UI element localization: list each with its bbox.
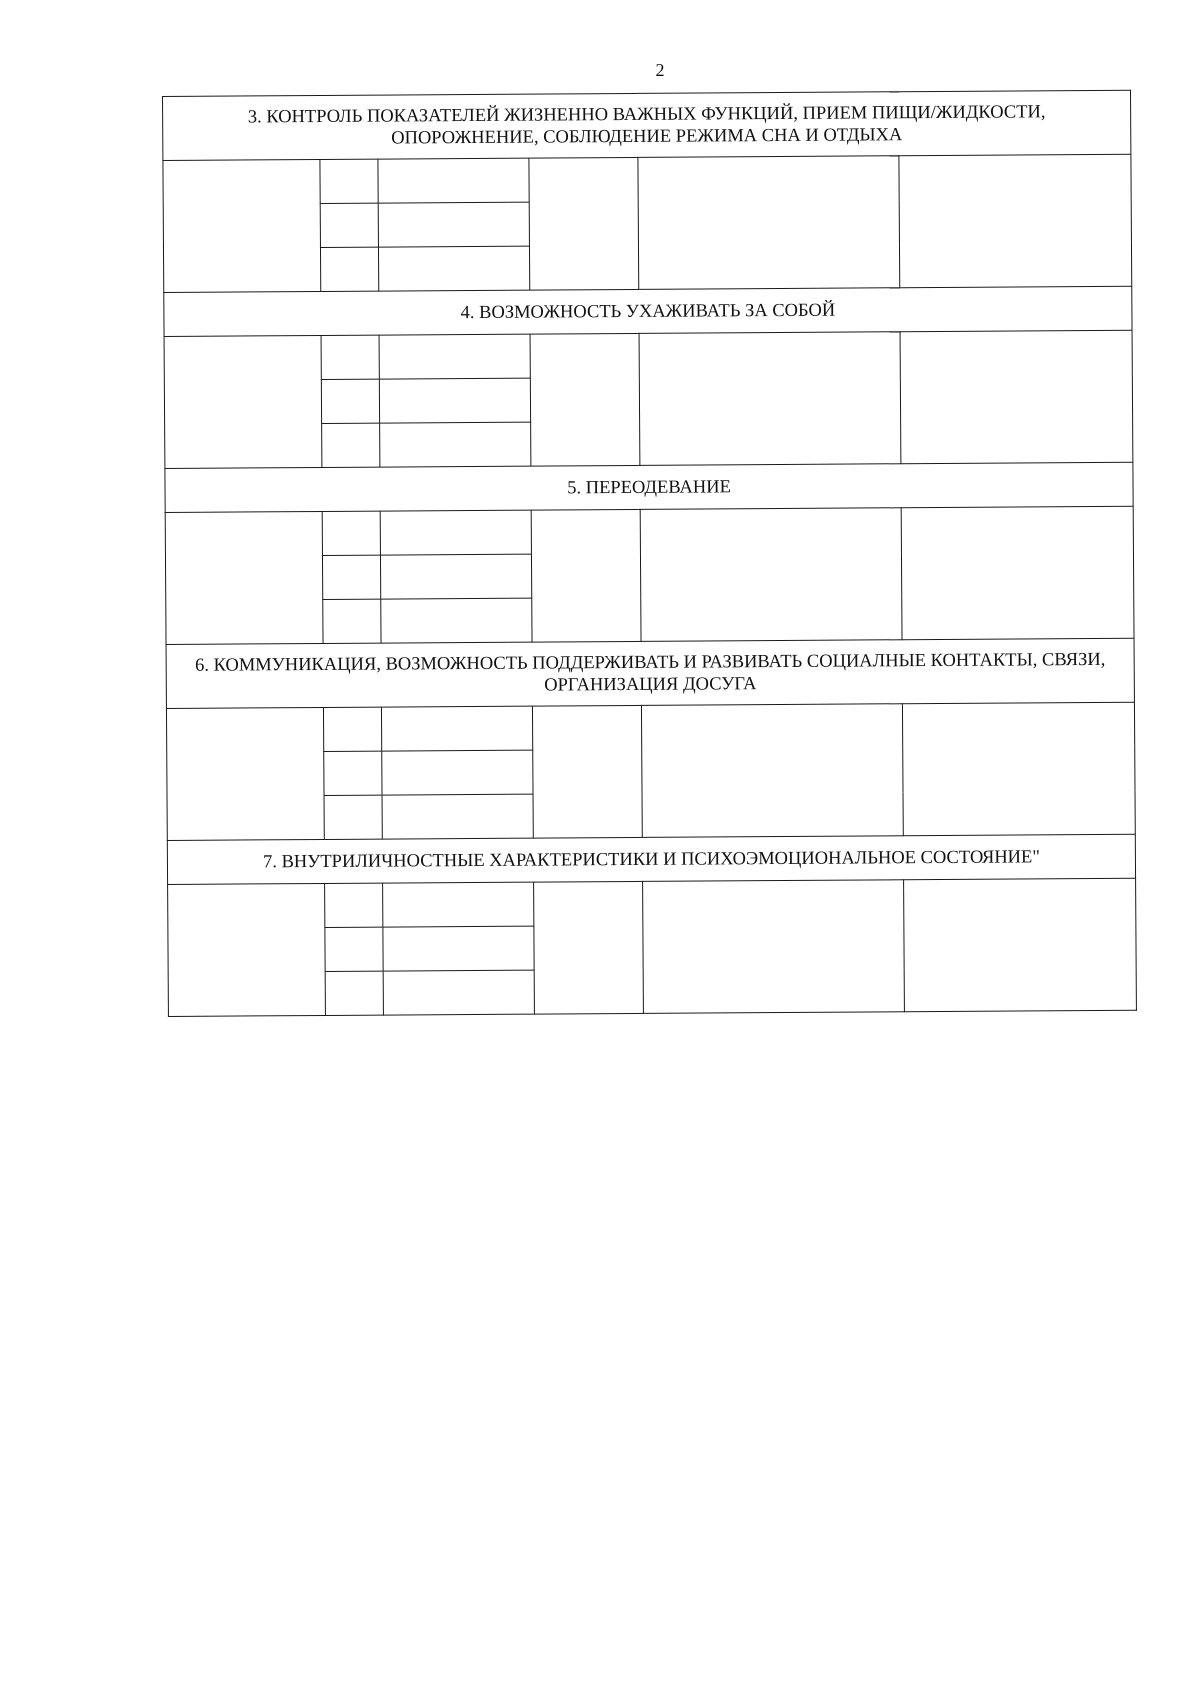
comment-cell (902, 702, 1135, 835)
section-header-row (167, 834, 1135, 884)
level-cell (380, 554, 531, 599)
level-cell (378, 202, 529, 247)
criterion-cell (164, 335, 322, 468)
section-header-row (164, 286, 1132, 336)
section-title: 6. КОММУНИКАЦИЯ, ВОЗМОЖНОСТЬ ПОДДЕРЖИВАТЬ И РАЗВИВАТЬ СОЦИАЛНЫЕ КОНТАКТЫ, СВЯЗИ, ОРГАНИЗАЦИЯ ДОСУГА (166, 638, 1134, 708)
section-row (164, 330, 1132, 380)
criterion-cell (165, 511, 323, 644)
level-cell (383, 970, 534, 1015)
score-cell (321, 335, 379, 379)
assessment-table (162, 90, 1137, 1017)
score-cell (325, 971, 383, 1015)
section-title: 3. КОНТРОЛЬ ПОКАЗАТЕЛЕЙ ЖИЗНЕННО ВАЖНЫХ ФУНКЦИЙ, ПРИЕМ ПИЩИ/ЖИДКОСТИ, ОПОРОЖНЕНИЕ, СОБЛЮДЕНИЕ РЕЖИМА СНА И ОТДЫХА (163, 90, 1131, 160)
score-cell (325, 927, 383, 971)
score-cell (320, 159, 378, 203)
level-cell (378, 246, 529, 291)
level-cell (380, 510, 531, 555)
comment-cell (900, 330, 1133, 463)
section-title: 5. ПЕРЕОДЕВАНИЕ (165, 462, 1133, 512)
score-cell (323, 707, 381, 751)
level-cell (383, 882, 534, 927)
needs-cell (638, 156, 900, 290)
level-cell (381, 706, 532, 751)
assessment-form (162, 90, 1136, 1017)
section-header-row (165, 462, 1133, 512)
needs-cell (640, 508, 902, 642)
needs-cell (641, 704, 903, 838)
section-title: 4. ВОЗМОЖНОСТЬ УХАЖИВАТЬ ЗА СОБОЙ (164, 286, 1132, 336)
level-cell (378, 158, 529, 203)
score-result-cell (531, 509, 641, 642)
criterion-cell (168, 883, 326, 1016)
score-result-cell (534, 881, 644, 1014)
needs-cell (643, 880, 905, 1014)
criterion-cell (163, 159, 321, 292)
comment-cell (901, 506, 1134, 639)
section-header-row (163, 90, 1131, 160)
score-cell (325, 883, 383, 927)
level-cell (380, 422, 531, 467)
section-row (163, 154, 1131, 204)
score-cell (322, 423, 380, 467)
level-cell (379, 334, 530, 379)
section-header-row (166, 638, 1134, 708)
level-cell (382, 750, 533, 795)
level-cell (381, 598, 532, 643)
section-row (168, 878, 1136, 928)
level-cell (382, 794, 533, 839)
score-cell (321, 379, 379, 423)
section-row (165, 506, 1133, 556)
section-title: 7. ВНУТРИЛИЧНОСТНЫЕ ХАРАКТЕРИСТИКИ И ПСИХОЭМОЦИОНАЛЬНОЕ СОСТОЯНИЕ" (167, 834, 1135, 884)
comment-cell (899, 154, 1132, 287)
score-cell (324, 751, 382, 795)
comment-cell (904, 878, 1137, 1011)
score-cell (320, 203, 378, 247)
score-cell (320, 247, 378, 291)
section-row (166, 702, 1134, 752)
level-cell (379, 378, 530, 423)
score-result-cell (530, 333, 640, 466)
criterion-cell (166, 707, 324, 840)
score-result-cell (529, 157, 639, 290)
score-cell (322, 555, 380, 599)
score-result-cell (532, 705, 642, 838)
page-number: 2 (655, 60, 665, 80)
score-cell (323, 599, 381, 643)
needs-cell (639, 332, 901, 466)
level-cell (383, 926, 534, 971)
score-cell (324, 795, 382, 839)
score-cell (322, 511, 380, 555)
